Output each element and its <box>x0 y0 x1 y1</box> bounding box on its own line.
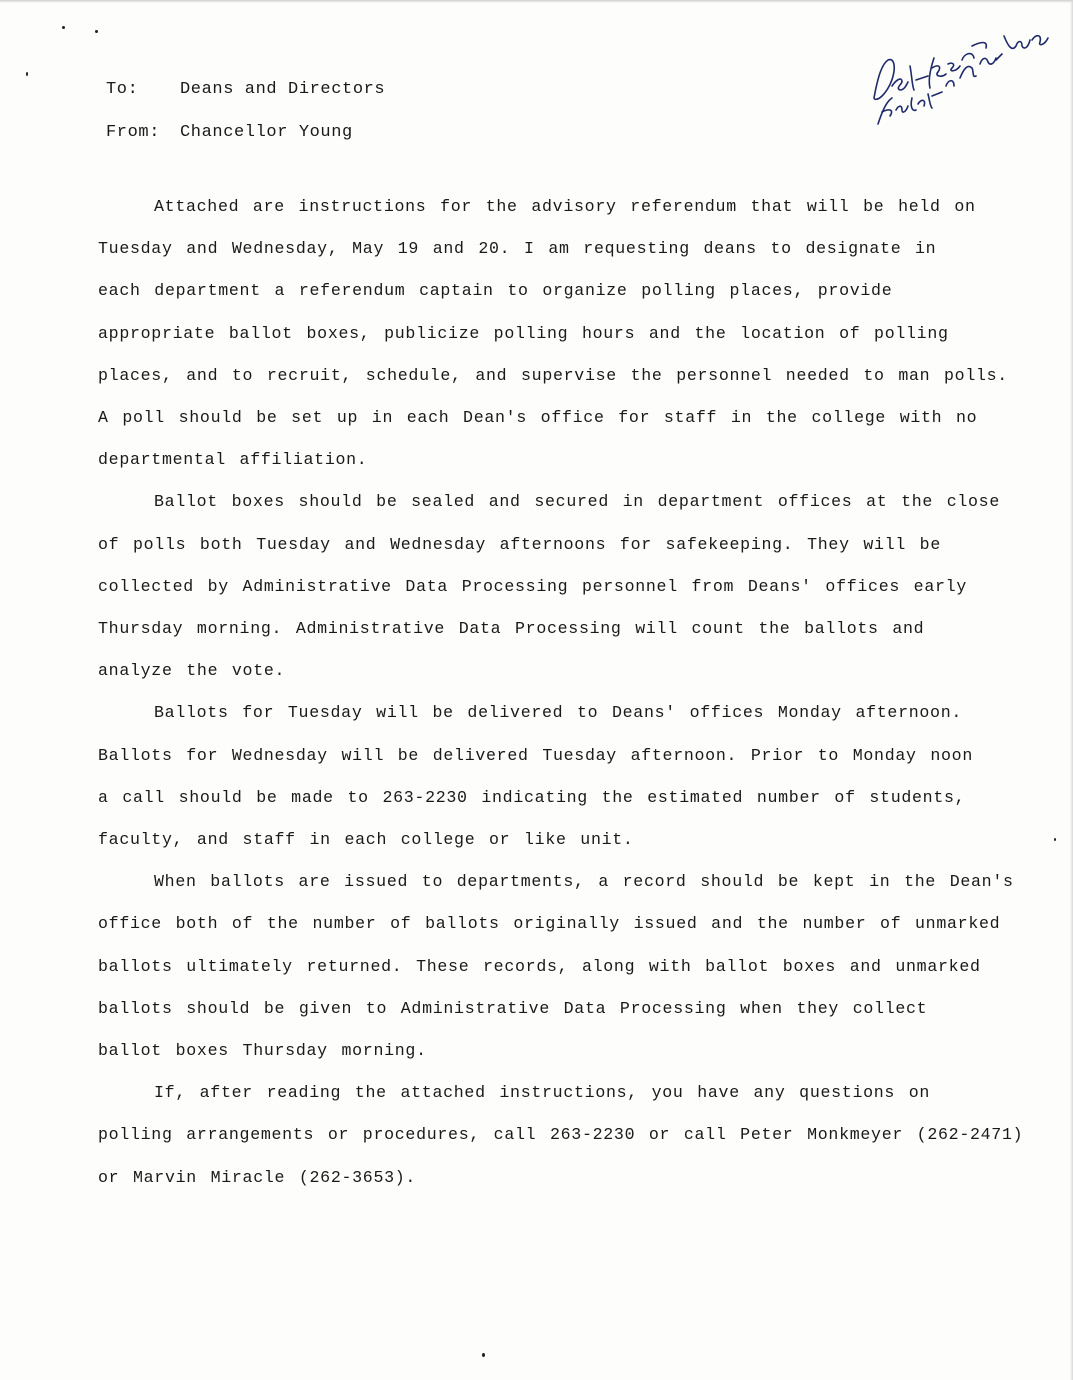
body-line: Ballot boxes should be sealed and secured in department offices at the close <box>154 492 1000 512</box>
from-value: Chancellor Young <box>180 123 353 142</box>
body-line: Ballots for Wednesday will be delivered Tuesday afternoon. Prior to Monday noon <box>98 745 973 765</box>
body-line: or Marvin Miracle (262-3653). <box>98 1167 417 1187</box>
body-line: ballot boxes Thursday morning. <box>98 1041 427 1061</box>
body-line: places, and to recruit, schedule, and supervise the personnel needed to man polls. <box>98 365 1008 385</box>
scan-speck <box>95 30 98 33</box>
to-label: To: <box>106 80 139 99</box>
page-top-edge <box>0 0 1073 3</box>
scan-speck <box>62 26 65 29</box>
body-line: faculty, and staff in each college or like unit. <box>98 830 634 850</box>
memo-from-line <box>106 123 353 142</box>
body-line: polling arrangements or procedures, call 263-2230 or call Peter Monkmeyer (262-2471) <box>98 1125 1024 1145</box>
body-line: ballots should be given to Administrative Data Processing when they collect <box>98 998 928 1018</box>
body-line: A poll should be set up in each Dean's office for staff in the college with no <box>98 408 978 428</box>
handwritten-annotation <box>868 6 1058 136</box>
body-line: a call should be made to 263-2230 indicating the estimated number of students, <box>98 787 966 807</box>
scan-speck <box>482 1353 485 1357</box>
body-line: ballots ultimately returned. These records, along with ballot boxes and unmarked <box>98 956 981 976</box>
body-line: Attached are instructions for the advisory referendum that will be held on <box>154 197 976 216</box>
to-value: Deans and Directors <box>180 80 386 99</box>
body-line: appropriate ballot boxes, publicize polling hours and the location of polling <box>98 323 949 343</box>
body-line: When ballots are issued to departments, a record should be kept in the Dean's <box>154 872 1014 892</box>
memo-body <box>98 186 1024 1199</box>
body-line: Tuesday and Wednesday, May 19 and 20. I am requesting deans to designate in <box>98 239 937 259</box>
body-line: Thursday morning. Administrative Data Processing will count the ballots and <box>98 619 925 639</box>
scan-speck <box>26 72 28 76</box>
body-line: If, after reading the attached instructions, you have any questions on <box>154 1083 931 1103</box>
body-line: analyze the vote. <box>98 661 286 681</box>
from-label: From: <box>106 123 161 142</box>
body-line: office both of the number of ballots originally issued and the number of unmarked <box>98 914 1001 934</box>
body-line: collected by Administrative Data Processing personnel from Deans' offices early <box>98 576 967 596</box>
body-line: of polls both Tuesday and Wednesday afternoons for safekeeping. They will be <box>98 534 941 554</box>
body-line: departmental affiliation. <box>98 450 368 470</box>
scan-speck <box>1054 838 1056 841</box>
memo-to-line <box>106 80 385 99</box>
body-line: each department a referendum captain to organize polling places, provide <box>98 281 893 301</box>
body-line: Ballots for Tuesday will be delivered to Deans' offices Monday afternoon. <box>154 703 963 723</box>
